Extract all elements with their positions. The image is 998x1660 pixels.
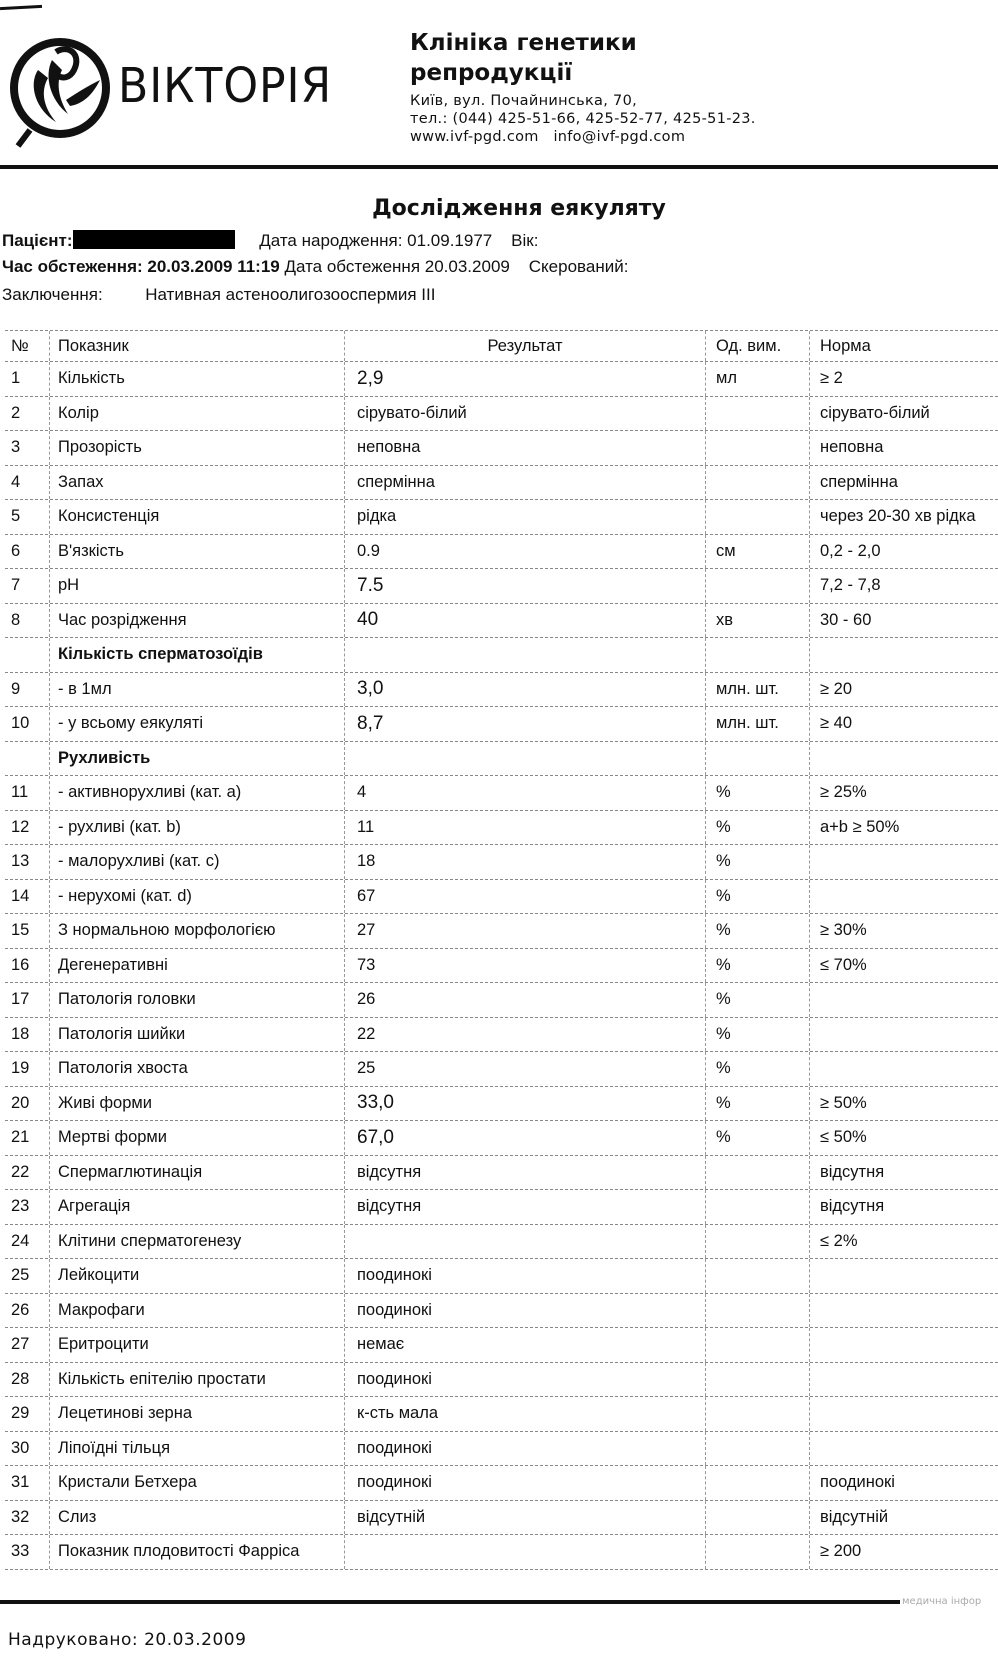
clinic-name-line1: Клініка генетики bbox=[410, 30, 637, 56]
row-number: 18 bbox=[5, 1018, 50, 1052]
row-indicator: Слиз bbox=[50, 1501, 345, 1535]
row-number bbox=[5, 742, 50, 776]
logo-emblem-icon bbox=[8, 30, 116, 150]
row-norm bbox=[810, 1432, 998, 1466]
row-number: 5 bbox=[5, 500, 50, 534]
row-unit: % bbox=[706, 845, 810, 879]
row-number: 29 bbox=[5, 1397, 50, 1431]
clinic-email-link[interactable]: info@ivf-pgd.com bbox=[553, 129, 686, 145]
row-indicator: Еритроцити bbox=[50, 1328, 345, 1362]
row-unit bbox=[706, 1156, 810, 1190]
table-row bbox=[5, 1363, 998, 1398]
row-norm: ≥ 25% bbox=[820, 783, 867, 802]
table-row bbox=[5, 1466, 998, 1501]
row-indicator: Живі форми bbox=[50, 1087, 345, 1121]
table-body bbox=[5, 362, 998, 1570]
clinic-website-link[interactable]: www.ivf-pgd.com bbox=[410, 129, 539, 145]
exam-date-label: Дата обстеження bbox=[284, 257, 421, 276]
row-unit: млн. шт. bbox=[706, 673, 810, 707]
row-indicator: Дегенеративні bbox=[50, 949, 345, 983]
row-indicator: - рухливі (кат. b) bbox=[50, 811, 345, 845]
row-number: 17 bbox=[5, 983, 50, 1017]
row-unit: млн. шт. bbox=[706, 707, 810, 741]
column-header-number: № bbox=[5, 331, 50, 361]
row-norm: a+b ≥ 50% bbox=[820, 817, 900, 836]
row-result: 67 bbox=[345, 880, 706, 914]
row-result: поодинокі bbox=[345, 1432, 706, 1466]
row-number: 31 bbox=[5, 1466, 50, 1500]
row-norm bbox=[810, 1259, 998, 1293]
referred-label: Скерований: bbox=[528, 257, 629, 276]
table-row bbox=[5, 949, 998, 984]
exam-date-value: 20.03.2009 bbox=[424, 257, 510, 276]
table-row bbox=[5, 707, 998, 742]
row-norm bbox=[810, 742, 998, 776]
table-row bbox=[5, 1156, 998, 1191]
table-row bbox=[5, 811, 998, 846]
table-row bbox=[5, 397, 998, 432]
row-number: 12 bbox=[5, 811, 50, 845]
row-unit bbox=[706, 638, 810, 672]
row-indicator: - в 1мл bbox=[50, 673, 345, 707]
row-indicator: Лейкоцити bbox=[50, 1259, 345, 1293]
row-result: неповна bbox=[345, 431, 706, 465]
row-number bbox=[5, 638, 50, 672]
row-number: 13 bbox=[5, 845, 50, 879]
row-indicator: Ліпоїдні тільця bbox=[50, 1432, 345, 1466]
row-result: поодинокі bbox=[345, 1294, 706, 1328]
row-result bbox=[345, 742, 706, 776]
dob-value: 01.09.1977 bbox=[407, 231, 493, 250]
patient-line bbox=[2, 230, 538, 251]
row-result: 3,0 bbox=[345, 673, 706, 707]
row-number: 8 bbox=[5, 604, 50, 638]
row-unit bbox=[706, 1535, 810, 1569]
row-indicator: pH bbox=[50, 569, 345, 603]
row-norm: поодинокі bbox=[820, 1473, 895, 1492]
row-unit bbox=[706, 569, 810, 603]
row-norm bbox=[810, 1294, 998, 1328]
row-result: поодинокі bbox=[345, 1363, 706, 1397]
row-indicator: Кристали Бетхера bbox=[50, 1466, 345, 1500]
row-result: 2,9 bbox=[345, 362, 706, 396]
row-number: 20 bbox=[5, 1087, 50, 1121]
row-unit bbox=[706, 1225, 810, 1259]
row-norm: ≥ 2 bbox=[820, 369, 843, 388]
row-unit bbox=[706, 431, 810, 465]
row-indicator: Патологія шийки bbox=[50, 1018, 345, 1052]
row-result: 8,7 bbox=[345, 707, 706, 741]
table-row bbox=[5, 1018, 998, 1053]
row-unit bbox=[706, 1259, 810, 1293]
row-norm bbox=[810, 1052, 998, 1086]
row-norm: ≤ 70% bbox=[820, 955, 867, 974]
row-unit bbox=[706, 466, 810, 500]
table-row bbox=[5, 1190, 998, 1225]
row-unit bbox=[706, 1328, 810, 1362]
clinic-logo bbox=[8, 30, 333, 150]
row-norm: неповна bbox=[820, 438, 884, 457]
row-result: 18 bbox=[345, 845, 706, 879]
table-row bbox=[5, 362, 998, 397]
row-indicator: З нормальною морфологією bbox=[50, 914, 345, 948]
logo-text: ВІКТОРІЯ bbox=[118, 58, 333, 114]
row-norm: спермінна bbox=[820, 472, 898, 491]
row-indicator: Час розрідження bbox=[50, 604, 345, 638]
row-unit bbox=[706, 1397, 810, 1431]
column-header-result: Результат bbox=[345, 331, 706, 361]
clinic-contacts bbox=[410, 92, 756, 146]
document-title: Дослідження еякуляту bbox=[372, 196, 666, 221]
exam-time-label: Час обстеження: bbox=[2, 257, 143, 276]
row-result bbox=[345, 1225, 706, 1259]
row-result: 11 bbox=[345, 811, 706, 845]
row-result: відсутня bbox=[345, 1156, 706, 1190]
row-unit bbox=[706, 397, 810, 431]
exam-line bbox=[2, 257, 628, 277]
row-norm bbox=[810, 983, 998, 1017]
row-result: 22 bbox=[345, 1018, 706, 1052]
row-unit: % bbox=[706, 914, 810, 948]
results-table bbox=[5, 330, 998, 1570]
row-indicator: - активнорухливі (кат. а) bbox=[50, 776, 345, 810]
row-unit bbox=[706, 742, 810, 776]
row-number: 6 bbox=[5, 535, 50, 569]
table-row bbox=[5, 776, 998, 811]
row-number: 16 bbox=[5, 949, 50, 983]
row-norm bbox=[810, 880, 998, 914]
row-result: відсутня bbox=[345, 1190, 706, 1224]
row-result: 7.5 bbox=[345, 569, 706, 603]
printed-date: 20.03.2009 bbox=[144, 1630, 247, 1650]
printed-line bbox=[8, 1630, 246, 1650]
row-result bbox=[345, 1535, 706, 1569]
row-norm: ≤ 50% bbox=[820, 1128, 867, 1147]
row-indicator: Прозорість bbox=[50, 431, 345, 465]
table-row bbox=[5, 845, 998, 880]
row-number: 14 bbox=[5, 880, 50, 914]
row-result: 73 bbox=[345, 949, 706, 983]
clinic-name bbox=[410, 28, 637, 88]
patient-label: Пацієнт: bbox=[2, 231, 73, 250]
table-row bbox=[5, 1328, 998, 1363]
row-indicator: - у всьому еякуляті bbox=[50, 707, 345, 741]
row-result: к-сть мала bbox=[345, 1397, 706, 1431]
dob-label: Дата народження: bbox=[259, 231, 403, 250]
row-norm: сірувато-білий bbox=[820, 403, 930, 422]
clinic-web-email bbox=[410, 128, 756, 146]
row-indicator: - малорухливі (кат. с) bbox=[50, 845, 345, 879]
row-number: 19 bbox=[5, 1052, 50, 1086]
row-indicator: Запах bbox=[50, 466, 345, 500]
row-indicator: Патологія хвоста bbox=[50, 1052, 345, 1086]
row-norm bbox=[810, 1328, 998, 1362]
row-norm: 7,2 - 7,8 bbox=[820, 576, 881, 595]
row-number: 9 bbox=[5, 673, 50, 707]
table-row bbox=[5, 1397, 998, 1432]
row-number: 23 bbox=[5, 1190, 50, 1224]
table-row bbox=[5, 604, 998, 639]
table-row bbox=[5, 1294, 998, 1329]
row-result: 67,0 bbox=[345, 1121, 706, 1155]
row-number: 1 bbox=[5, 362, 50, 396]
clinic-address: Київ, вул. Почайнинська, 70, bbox=[410, 93, 637, 109]
row-norm bbox=[810, 1018, 998, 1052]
row-indicator: Патологія головки bbox=[50, 983, 345, 1017]
row-norm: ≥ 40 bbox=[820, 714, 852, 733]
table-row bbox=[5, 1501, 998, 1536]
row-indicator: Лецетинові зерна bbox=[50, 1397, 345, 1431]
footer-watermark: медична інфор bbox=[902, 1596, 982, 1607]
row-norm: 30 - 60 bbox=[820, 610, 872, 629]
row-result: сірувато-білий bbox=[345, 397, 706, 431]
table-section-row bbox=[5, 638, 998, 673]
row-number: 10 bbox=[5, 707, 50, 741]
row-indicator: Мертві форми bbox=[50, 1121, 345, 1155]
row-unit: % bbox=[706, 983, 810, 1017]
row-norm: ≤ 2% bbox=[820, 1231, 858, 1250]
row-number: 33 bbox=[5, 1535, 50, 1569]
row-result: відсутній bbox=[345, 1501, 706, 1535]
row-result: 26 bbox=[345, 983, 706, 1017]
table-row bbox=[5, 1052, 998, 1087]
row-number: 4 bbox=[5, 466, 50, 500]
row-number: 11 bbox=[5, 776, 50, 810]
row-indicator: Кількість епітелію простати bbox=[50, 1363, 345, 1397]
column-header-indicator: Показник bbox=[50, 331, 345, 361]
table-row bbox=[5, 1225, 998, 1260]
age-label: Вік: bbox=[511, 231, 539, 250]
row-number: 22 bbox=[5, 1156, 50, 1190]
row-indicator: Агрегація bbox=[50, 1190, 345, 1224]
row-indicator: Клітини сперматогенезу bbox=[50, 1225, 345, 1259]
row-norm bbox=[810, 1397, 998, 1431]
table-row bbox=[5, 1121, 998, 1156]
row-number: 2 bbox=[5, 397, 50, 431]
row-indicator: Спермаглютинація bbox=[50, 1156, 345, 1190]
table-header-row bbox=[5, 330, 998, 362]
row-indicator: Консистенція bbox=[50, 500, 345, 534]
row-result: рідка bbox=[345, 500, 706, 534]
row-indicator: В'язкість bbox=[50, 535, 345, 569]
row-number: 28 bbox=[5, 1363, 50, 1397]
row-indicator: Макрофаги bbox=[50, 1294, 345, 1328]
header-divider bbox=[0, 165, 998, 169]
clinic-phones: тел.: (044) 425-51-66, 425-52-77, 425-51-23. bbox=[410, 111, 756, 127]
row-norm: ≥ 20 bbox=[820, 679, 852, 698]
row-number: 32 bbox=[5, 1501, 50, 1535]
row-result: 27 bbox=[345, 914, 706, 948]
corner-pen-mark bbox=[0, 5, 42, 10]
row-unit: % bbox=[706, 1087, 810, 1121]
row-unit bbox=[706, 500, 810, 534]
row-result: спермінна bbox=[345, 466, 706, 500]
row-indicator: Показник плодовитості Фарріса bbox=[50, 1535, 345, 1569]
row-norm: відсутній bbox=[820, 1507, 889, 1526]
row-number: 3 bbox=[5, 431, 50, 465]
patient-name-redacted bbox=[73, 230, 235, 249]
row-result bbox=[345, 638, 706, 672]
row-unit: см bbox=[706, 535, 810, 569]
row-number: 21 bbox=[5, 1121, 50, 1155]
table-row bbox=[5, 673, 998, 708]
row-number: 15 bbox=[5, 914, 50, 948]
table-row bbox=[5, 466, 998, 501]
row-unit bbox=[706, 1466, 810, 1500]
row-norm: відсутня bbox=[820, 1197, 885, 1216]
row-unit: % bbox=[706, 880, 810, 914]
row-unit bbox=[706, 1501, 810, 1535]
column-header-unit: Од. вим. bbox=[706, 331, 810, 361]
row-number: 26 bbox=[5, 1294, 50, 1328]
row-indicator: Рухливість bbox=[50, 742, 345, 776]
table-row bbox=[5, 914, 998, 949]
row-norm bbox=[810, 845, 998, 879]
row-norm bbox=[810, 1363, 998, 1397]
row-result: поодинокі bbox=[345, 1259, 706, 1293]
row-unit: % bbox=[706, 1018, 810, 1052]
row-number: 24 bbox=[5, 1225, 50, 1259]
table-row bbox=[5, 1432, 998, 1467]
row-result: немає bbox=[345, 1328, 706, 1362]
row-indicator: Колір bbox=[50, 397, 345, 431]
row-number: 25 bbox=[5, 1259, 50, 1293]
row-unit bbox=[706, 1190, 810, 1224]
table-row bbox=[5, 1259, 998, 1294]
conclusion-value: Нативная астеноолигозооспермия III bbox=[145, 285, 436, 304]
row-unit bbox=[706, 1294, 810, 1328]
row-number: 7 bbox=[5, 569, 50, 603]
row-unit: % bbox=[706, 811, 810, 845]
row-result: 40 bbox=[345, 604, 706, 638]
row-unit bbox=[706, 1432, 810, 1466]
table-row bbox=[5, 1535, 998, 1570]
row-norm: через 20-30 хв рідка bbox=[820, 507, 976, 526]
table-row bbox=[5, 500, 998, 535]
row-unit bbox=[706, 1363, 810, 1397]
clinic-name-line2: репродукції bbox=[410, 60, 573, 86]
row-result: 0.9 bbox=[345, 535, 706, 569]
row-norm: ≥ 200 bbox=[820, 1542, 862, 1561]
row-norm: 0,2 - 2,0 bbox=[820, 541, 881, 560]
row-indicator: - нерухомі (кат. d) bbox=[50, 880, 345, 914]
printed-label: Надруковано: bbox=[8, 1630, 139, 1650]
table-row bbox=[5, 1087, 998, 1122]
row-result: 33,0 bbox=[345, 1087, 706, 1121]
row-number: 30 bbox=[5, 1432, 50, 1466]
row-unit: % bbox=[706, 1052, 810, 1086]
column-header-norm: Норма bbox=[820, 336, 871, 355]
conclusion-label: Заключення: bbox=[2, 285, 103, 304]
row-unit: хв bbox=[706, 604, 810, 638]
row-result: 4 bbox=[345, 776, 706, 810]
table-section-row bbox=[5, 742, 998, 777]
footer-divider bbox=[0, 1600, 900, 1604]
table-row bbox=[5, 535, 998, 570]
row-norm bbox=[810, 638, 998, 672]
table-row bbox=[5, 569, 998, 604]
row-unit: мл bbox=[706, 362, 810, 396]
row-result: 25 bbox=[345, 1052, 706, 1086]
row-indicator: Кількість bbox=[50, 362, 345, 396]
conclusion-line bbox=[2, 285, 435, 305]
row-norm: відсутня bbox=[820, 1162, 885, 1181]
table-row bbox=[5, 431, 998, 466]
row-unit: % bbox=[706, 776, 810, 810]
table-row bbox=[5, 880, 998, 915]
row-result: поодинокі bbox=[345, 1466, 706, 1500]
row-indicator: Кількість сперматозоїдів bbox=[50, 638, 345, 672]
table-row bbox=[5, 983, 998, 1018]
row-unit: % bbox=[706, 949, 810, 983]
row-norm: ≥ 30% bbox=[820, 921, 867, 940]
row-norm: ≥ 50% bbox=[820, 1093, 867, 1112]
row-unit: % bbox=[706, 1121, 810, 1155]
row-number: 27 bbox=[5, 1328, 50, 1362]
exam-time-value: 20.03.2009 11:19 bbox=[147, 257, 280, 276]
